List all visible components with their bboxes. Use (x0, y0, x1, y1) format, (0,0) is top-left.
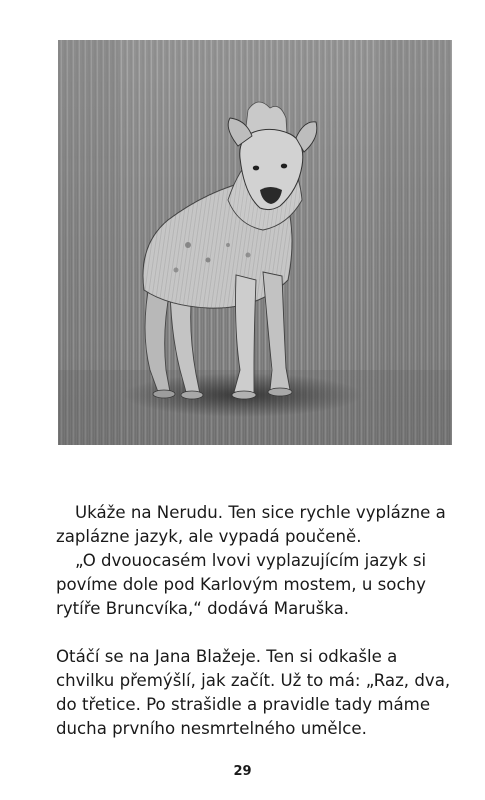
paragraph: Otáčí se na Jana Blažeje. Ten si odkašle a chvilku přemýšlí, jak začít. Už to má: „Raz, dva, do třetice. Po strašidle a pravidle tady máme ducha prvního nesmrtelného umělce. (56, 647, 451, 738)
paragraph: Ukáže na Nerudu. Ten sice rychle vyplázne a zaplázne jazyk, ale vypadá poučeně. (56, 503, 446, 546)
page-number: 29 (233, 764, 252, 779)
text-paragraph-2 (56, 645, 456, 741)
text-paragraph-1 (56, 501, 456, 621)
paragraph: „O dvouocasém lvovi vyplazujícím jazyk si povíme dole pod Karlovým mostem, u sochy rytíře Bruncvíka,“ dodává Maruška. (56, 551, 427, 618)
hyena-illustration (58, 40, 452, 445)
